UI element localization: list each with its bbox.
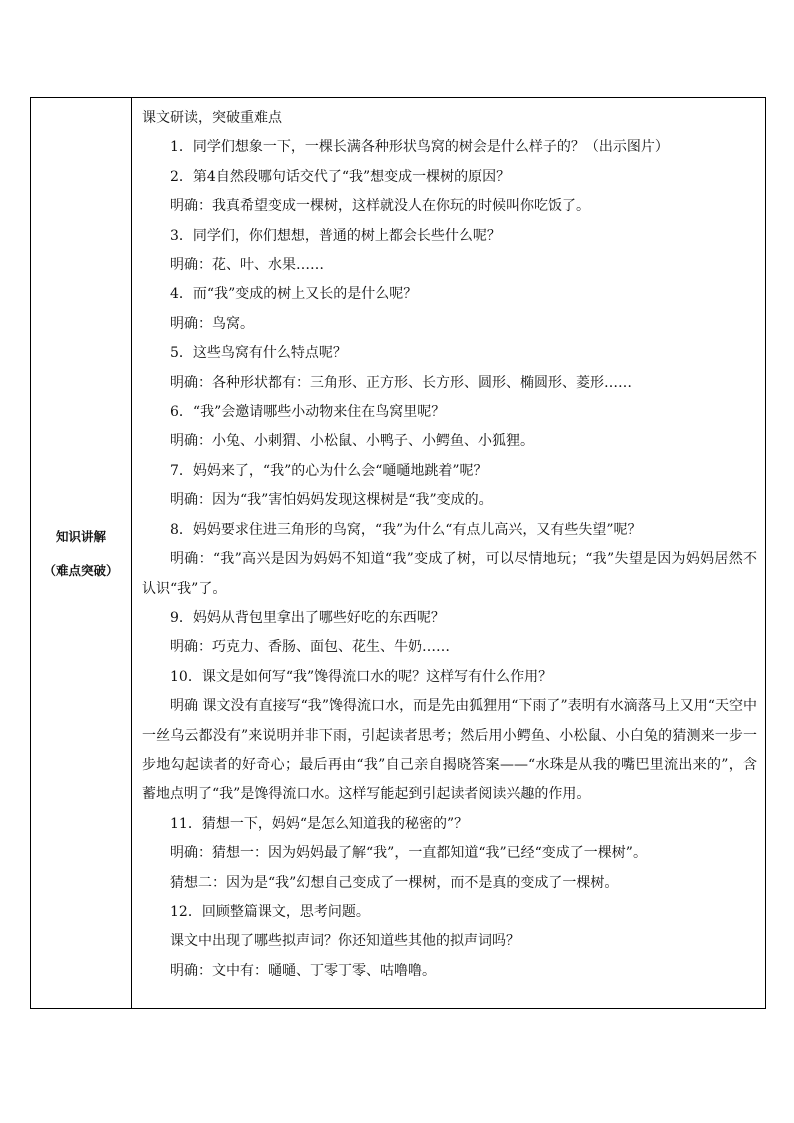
question-7: 7．妈妈来了，“我”的心为什么会“嗵嗵地跳着”呢？ xyxy=(170,462,488,479)
answer-5: 明确：各种形状都有：三角形、正方形、长方形、圆形、椭圆形、菱形…… xyxy=(170,374,632,391)
answer-4: 明确：鸟窝。 xyxy=(170,315,254,332)
content-cell xyxy=(132,98,765,1008)
question-9: 9．妈妈从背包里拿出了哪些好吃的东西呢？ xyxy=(170,609,445,626)
question-12-sub: 课文中出现了哪些拟声词？你还知道些其他的拟声词吗？ xyxy=(170,933,520,950)
question-3: 3．同学们，你们想想，普通的树上都会长些什么呢？ xyxy=(170,227,501,244)
question-5: 5．这些鸟窝有什么特点呢？ xyxy=(170,345,347,362)
answer-3: 明确：花、叶、水果…… xyxy=(170,257,324,274)
answer-8: 明确：“我”高兴是因为妈妈不知道“我”变成了树，可以尽情地玩；“我”失望是因为妈妈居然不认识“我”了。 xyxy=(142,551,757,597)
section-label-cell xyxy=(31,98,132,1008)
question-2: 2．第4自然段哪句话交代了“我”想变成一棵树的原因？ xyxy=(170,168,511,185)
question-1: 1．同学们想象一下，一棵长满各种形状鸟窝的树会是什么样子的？（出示图片） xyxy=(170,139,669,156)
answer-11-guess-1: 明确：猜想一：因为妈妈最了解“我”，一直都知道“我”已经“变成了一棵树”。 xyxy=(170,845,647,862)
answer-6: 明确：小兔、小刺猬、小松鼠、小鸭子、小鳄鱼、小狐狸。 xyxy=(170,433,534,450)
question-11: 11．猜想一下，妈妈“是怎么知道我的秘密的”？ xyxy=(170,815,469,832)
answer-7: 明确：因为“我”害怕妈妈发现这棵树是“我”变成的。 xyxy=(170,492,493,509)
answer-9: 明确：巧克力、香肠、面包、花生、牛奶…… xyxy=(170,639,450,656)
answer-11-guess-2: 猜想二：因为是“我”幻想自己变成了一棵树，而不是真的变成了一棵树。 xyxy=(170,874,619,891)
section-title: 知识讲解 xyxy=(55,529,106,544)
answer-10: 明确 课文没有直接写“我”馋得流口水，而是先由狐狸用“下雨了”表明有水滴落马上又用“天空中一丝乌云都没有”来说明并非下雨，引起读者思考；然后用小鳄鱼、小松鼠、小白兔的猜测来一步一步地勾起读者的好奇心；最后再由“我”自己亲自揭晓答案——“水珠是从我的嘴巴里流出来的”，含蓄地点明了“我”是馋得流口水。这样写能起到引起读者阅读兴趣的作用。 xyxy=(142,698,757,803)
question-12: 12．回顾整篇课文，思考问题。 xyxy=(170,903,370,920)
section-subtitle: （难点突破） xyxy=(43,563,119,578)
question-8: 8．妈妈要求住进三角形的鸟窝，“我”为什么“有点儿高兴，又有些失望”呢？ xyxy=(170,521,642,538)
question-10: 10．课文是如何写“我”馋得流口水的呢？这样写有什么作用？ xyxy=(170,668,553,685)
lesson-table xyxy=(30,97,766,1009)
question-4: 4．而“我”变成的树上又长的是什么呢？ xyxy=(170,286,418,303)
answer-2: 明确：我真希望变成一棵树，这样就没人在你玩的时候叫你吃饭了。 xyxy=(170,198,590,215)
content-heading: 课文研读，突破重难点 xyxy=(142,110,282,126)
answer-12: 明确：文中有：嗵嗵、丁零丁零、咕噜噜。 xyxy=(170,962,436,979)
question-6: 6．“我”会邀请哪些小动物来住在鸟窝里呢？ xyxy=(170,404,446,421)
